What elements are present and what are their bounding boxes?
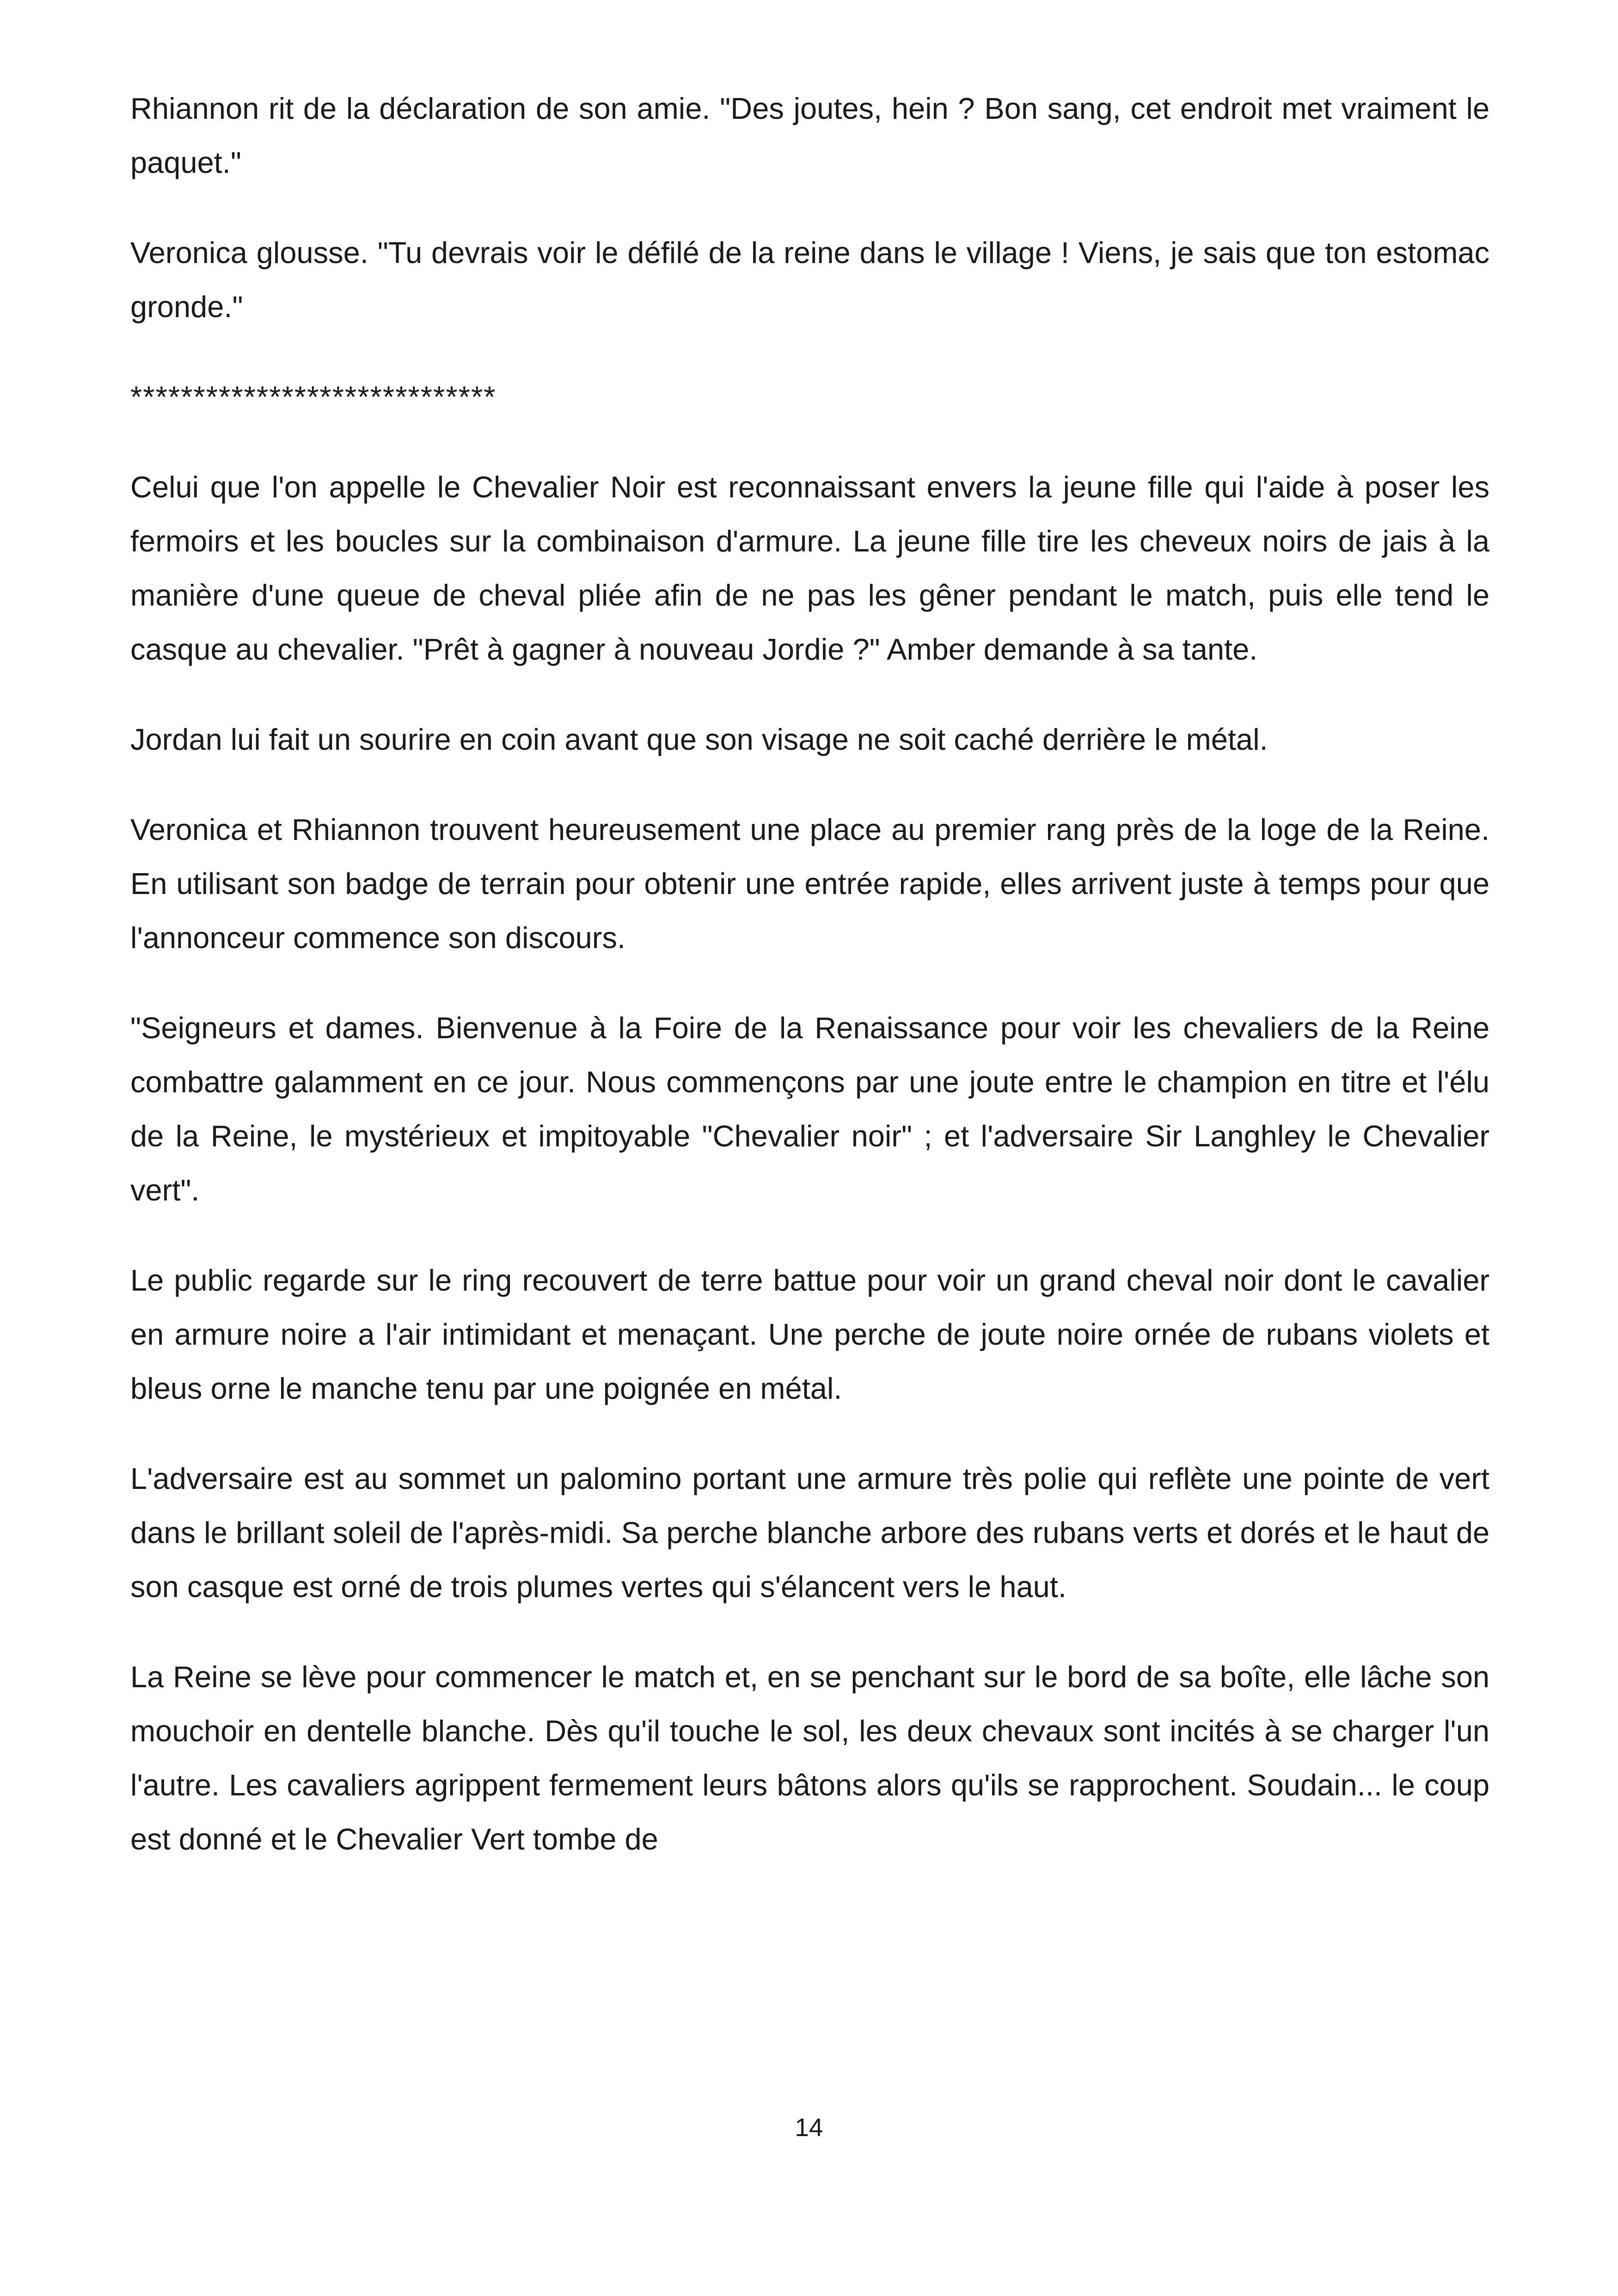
paragraph: Rhiannon rit de la déclaration de son amie. "Des joutes, hein ? Bon sang, cet endroit met vraiment le paquet." <box>130 92 1489 179</box>
paragraph: "Seigneurs et dames. Bienvenue à la Foire de la Renaissance pour voir les chevaliers de la Reine combattre galamment en ce jour. Nous commençons par une joute entre le champion en titre et l'élu de la Reine, le mystérieux et impitoyable "Chevalier noir" ; et l'adversaire Sir Langhley le Chevalier vert". <box>130 1011 1489 1207</box>
paragraph: Le public regarde sur le ring recouvert de terre battue pour voir un grand cheval noir dont le cavalier en armure noire a l'air intimidant et menaçant. Une perche de joute noire ornée de rubans violets et bleus orne le manche tenu par une poignée en métal. <box>130 1263 1489 1405</box>
body-text <box>130 81 1489 1902</box>
paragraph: L'adversaire est au sommet un palomino portant une armure très polie qui reflète une pointe de vert dans le brillant soleil de l'après-midi. Sa perche blanche arbore des rubans verts et dorés et le haut de son casque est orné de trois plumes vertes qui s'élancent vers le haut. <box>130 1462 1489 1604</box>
page-number: 14 <box>795 2113 823 2142</box>
paragraph: Celui que l'on appelle le Chevalier Noir est reconnaissant envers la jeune fille qui l'aide à poser les fermoirs et les boucles sur la combinaison d'armure. La jeune fille tire les cheveux noirs de jais à la manière d'une queue de cheval pliée afin de ne pas les gêner pendant le match, puis elle tend le casque au chevalier. "Prêt à gagner à nouveau Jordie ?" Amber demande à sa tante. <box>130 470 1489 666</box>
paragraph: La Reine se lève pour commencer le match et, en se penchant sur le bord de sa boîte, elle lâche son mouchoir en dentelle blanche. Dès qu'il touche le sol, les deux chevaux sont incités à se charger l'un l'autre. Les cavaliers agrippent fermement leurs bâtons alors qu'ils se rapprochent. Soudain... le coup est donné et le Chevalier Vert tombe de <box>130 1660 1489 1856</box>
paragraph: Jordan lui fait un sourire en coin avant que son visage ne soit caché derrière le métal. <box>130 722 1268 756</box>
scene-separator: ***************************** <box>130 380 496 414</box>
paragraph: Veronica et Rhiannon trouvent heureusement une place au premier rang près de la loge de la Reine. En utilisant son badge de terrain pour obtenir une entrée rapide, elles arrivent juste à temps pour que l'annonceur commence son discours. <box>130 813 1489 955</box>
paragraph: Veronica glousse. "Tu devrais voir le défilé de la reine dans le village ! Viens, je sais que ton estomac gronde." <box>130 236 1489 324</box>
